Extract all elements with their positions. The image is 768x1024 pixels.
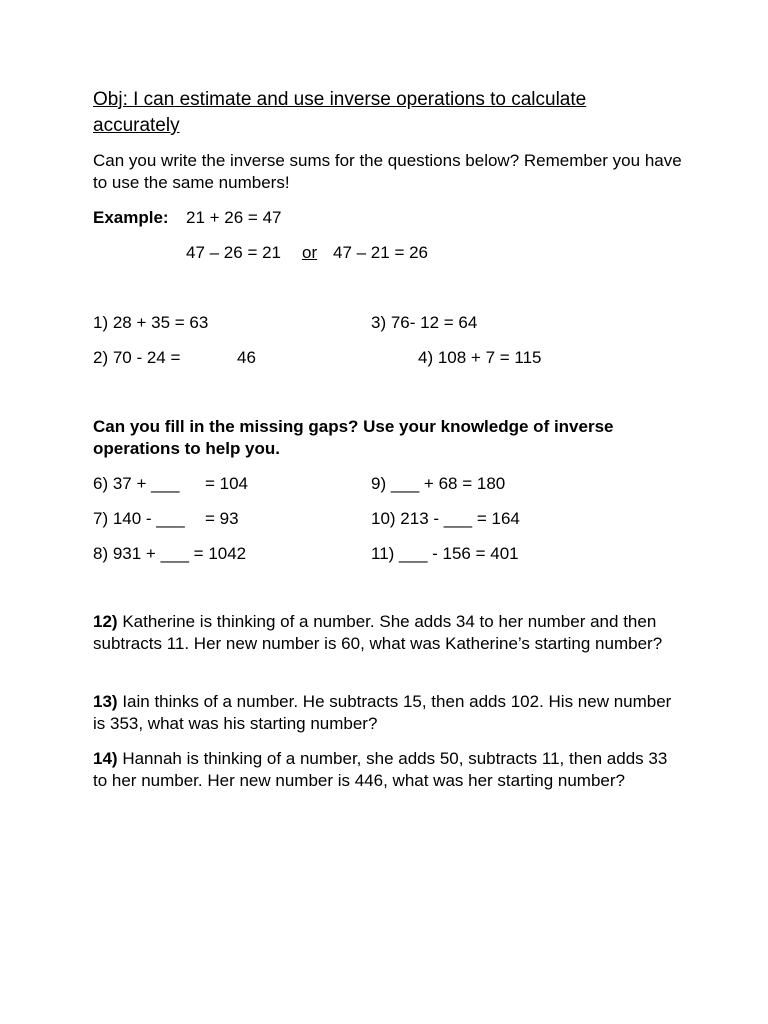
question-4: 4) 108 + 7 = 115 (418, 348, 542, 367)
word-problem-13 (93, 691, 683, 735)
gaps-heading: Can you fill in the missing gaps? Use your knowledge of inverse operations to help you. (93, 417, 614, 458)
question-9: 9) ___ + 68 = 180 (371, 474, 506, 493)
question-7-result: = 93 (205, 509, 239, 528)
question-6: 6) 37 + ___ (93, 474, 180, 493)
example-or: or (302, 243, 318, 262)
question-2: 2) 70 - 24 = (93, 348, 181, 367)
question-11: 11) ___ - 156 = 401 (371, 544, 519, 563)
question-3: 3) 76- 12 = 64 (371, 313, 478, 332)
word-problem-number: 12) (93, 612, 118, 631)
word-problem-12 (93, 611, 683, 655)
question-2-answer: 46 (237, 348, 256, 367)
example-inverse-1: 47 – 26 = 21 (186, 243, 282, 262)
question-7: 7) 140 - ___ (93, 509, 185, 528)
word-problem-14 (93, 748, 683, 792)
example-inverse-2: 47 – 21 = 26 (333, 243, 429, 262)
question-6-result: = 104 (205, 474, 249, 493)
question-1: 1) 28 + 35 = 63 (93, 313, 209, 332)
question-10: 10) 213 - ___ = 164 (371, 509, 520, 528)
word-problem-number: 13) (93, 692, 118, 711)
question-8: 8) 931 + ___ = 1042 (93, 544, 247, 563)
intro-text: Can you write the inverse sums for the questions below? Remember you have to use the same numbers! (93, 151, 682, 192)
example-sum: 21 + 26 = 47 (186, 208, 282, 227)
word-problem-text: Hannah is thinking of a number, she adds 50, subtracts 11, then adds 33 to her number. Her new number is 446, what was her starting number? (93, 749, 668, 790)
page-title: Obj: I can estimate and use inverse operations to calculate accurately (93, 89, 587, 136)
example-label: Example: (93, 208, 169, 227)
word-problem-text: Iain thinks of a number. He subtracts 15, then adds 102. His new number is 353, what was his starting number? (93, 692, 672, 733)
word-problem-number: 14) (93, 749, 118, 768)
word-problem-text: Katherine is thinking of a number. She adds 34 to her number and then subtracts 11. Her new number is 60, what was Katherine’s starting number? (93, 612, 663, 653)
